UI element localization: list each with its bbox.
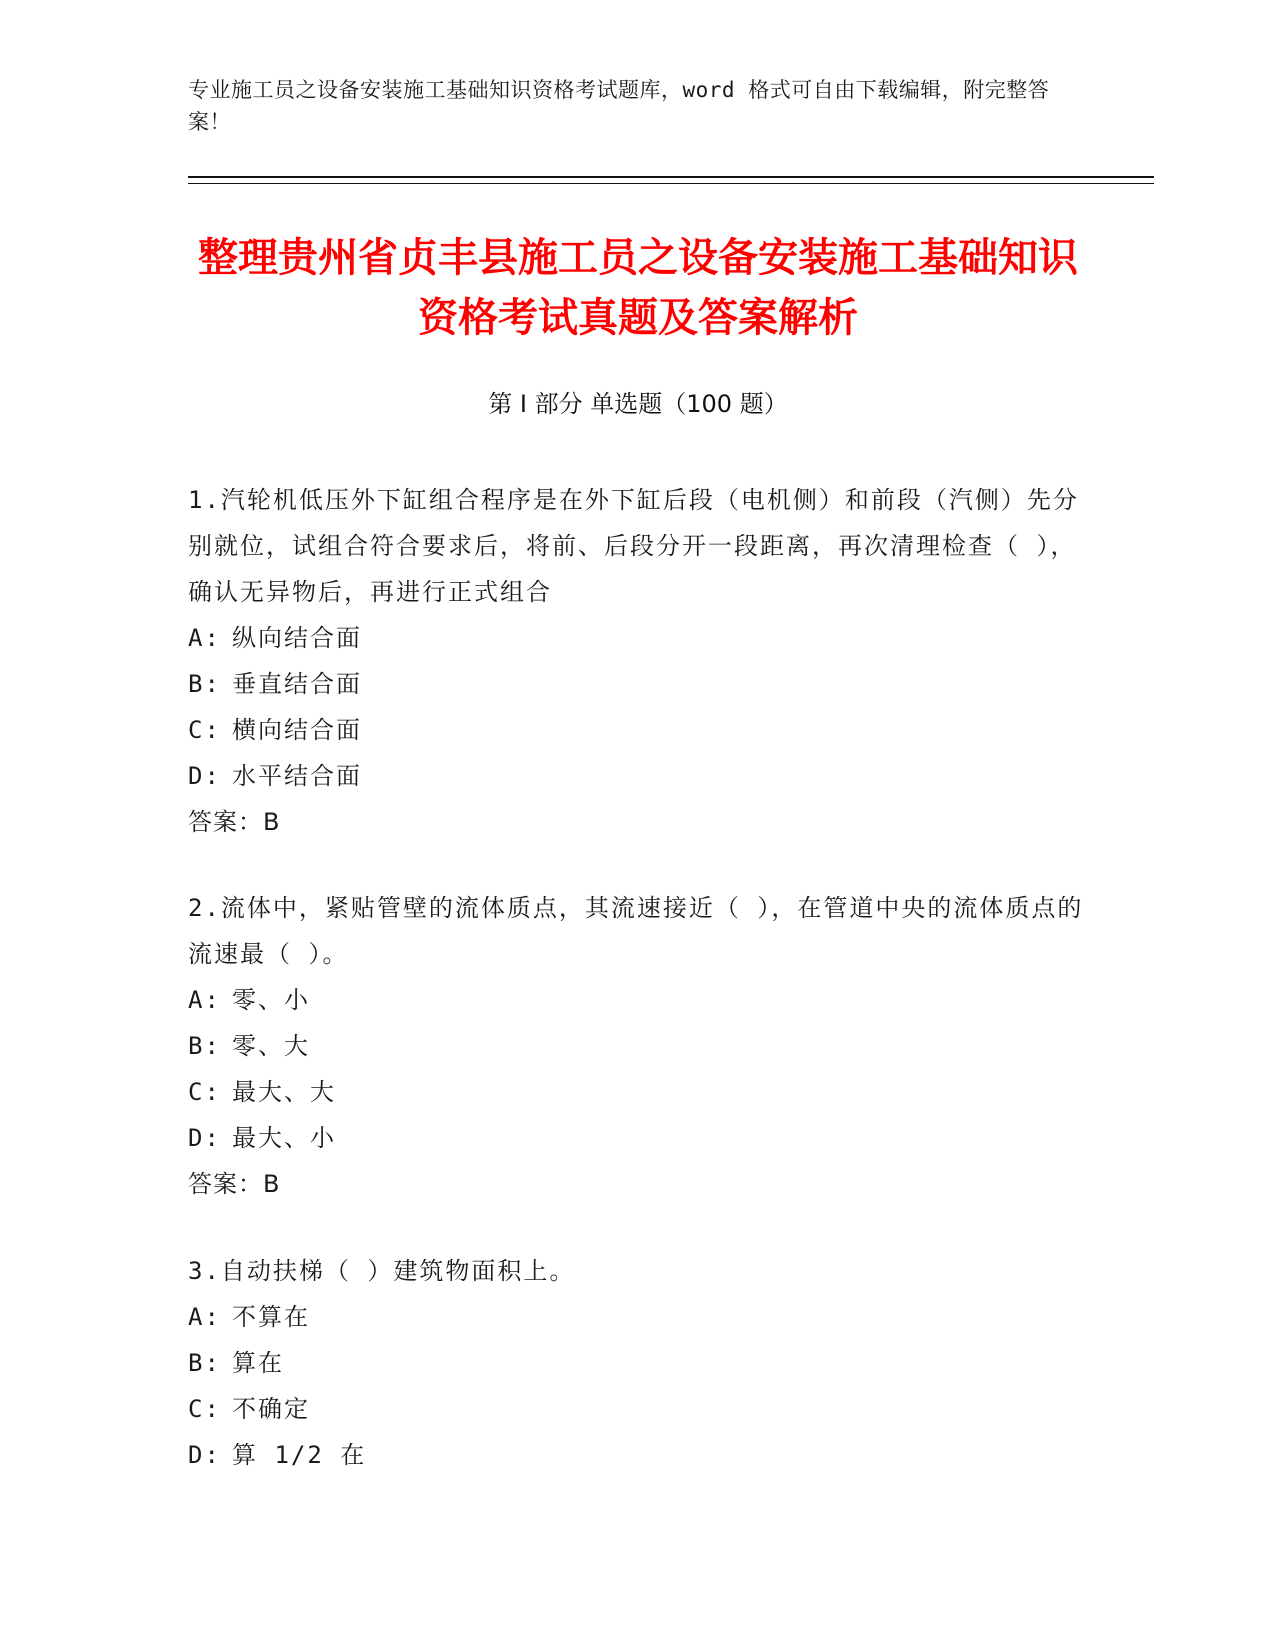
option-key: B: xyxy=(188,1349,221,1377)
option-text: 零、小 xyxy=(232,986,310,1014)
option-a xyxy=(188,1294,1088,1340)
answer-line: 答案：B xyxy=(188,808,281,836)
option-d xyxy=(188,753,1088,799)
option-c xyxy=(188,1386,1088,1432)
option-b xyxy=(188,1340,1088,1386)
header-divider-thin xyxy=(188,183,1154,184)
option-b xyxy=(188,1023,1088,1069)
option-d xyxy=(188,1432,1088,1478)
option-c xyxy=(188,1069,1088,1115)
option-key: C: xyxy=(188,1078,221,1106)
option-key: C: xyxy=(188,716,221,744)
answer-line: 答案：B xyxy=(188,1170,281,1198)
section-heading: 第 I 部分 单选题（100 题） xyxy=(488,390,788,418)
option-text: 垂直结合面 xyxy=(232,670,362,698)
question-3 xyxy=(188,1248,1088,1478)
option-c xyxy=(188,707,1088,753)
question-2 xyxy=(188,885,1088,1207)
option-text: 不确定 xyxy=(232,1395,310,1423)
option-text: 横向结合面 xyxy=(232,716,362,744)
option-text: 最大、大 xyxy=(232,1078,336,1106)
option-key: A: xyxy=(188,986,221,1014)
option-a xyxy=(188,977,1088,1023)
option-a xyxy=(188,615,1088,661)
option-text: 不算在 xyxy=(232,1303,310,1331)
option-key: A: xyxy=(188,1303,221,1331)
option-text: 水平结合面 xyxy=(232,762,362,790)
question-stem: 2.流体中，紧贴管壁的流体质点，其流速接近（ ），在管道中央的流体质点的流速最（ ）。 xyxy=(188,894,1084,968)
option-d xyxy=(188,1115,1088,1161)
document-title: 整理贵州省贞丰县施工员之设备安装施工基础知识资格考试真题及答案解析 xyxy=(198,235,1078,341)
header-note: 专业施工员之设备安装施工基础知识资格考试题库，word 格式可自由下载编辑，附完整答案！ xyxy=(188,78,1050,134)
question-stem: 3.自动扶梯（ ）建筑物面积上。 xyxy=(188,1257,576,1285)
question-stem: 1.汽轮机低压外下缸组合程序是在外下缸后段（电机侧）和前段（汽侧）先分别就位，试组合符合要求后，将前、后段分开一段距离，再次清理检查（ ），确认无异物后，再进行正式组合 xyxy=(188,486,1079,606)
option-key: A: xyxy=(188,624,221,652)
question-1 xyxy=(188,477,1088,845)
option-key: D: xyxy=(188,1441,221,1469)
option-text: 零、大 xyxy=(232,1032,310,1060)
option-text: 最大、小 xyxy=(232,1124,336,1152)
option-text: 算在 xyxy=(232,1349,284,1377)
option-key: C: xyxy=(188,1395,221,1423)
option-key: D: xyxy=(188,762,221,790)
option-text: 纵向结合面 xyxy=(232,624,362,652)
option-key: B: xyxy=(188,1032,221,1060)
option-key: B: xyxy=(188,670,221,698)
header-divider-thick xyxy=(188,176,1154,178)
option-key: D: xyxy=(188,1124,221,1152)
option-b xyxy=(188,661,1088,707)
option-text: 算 1/2 在 xyxy=(232,1441,367,1469)
